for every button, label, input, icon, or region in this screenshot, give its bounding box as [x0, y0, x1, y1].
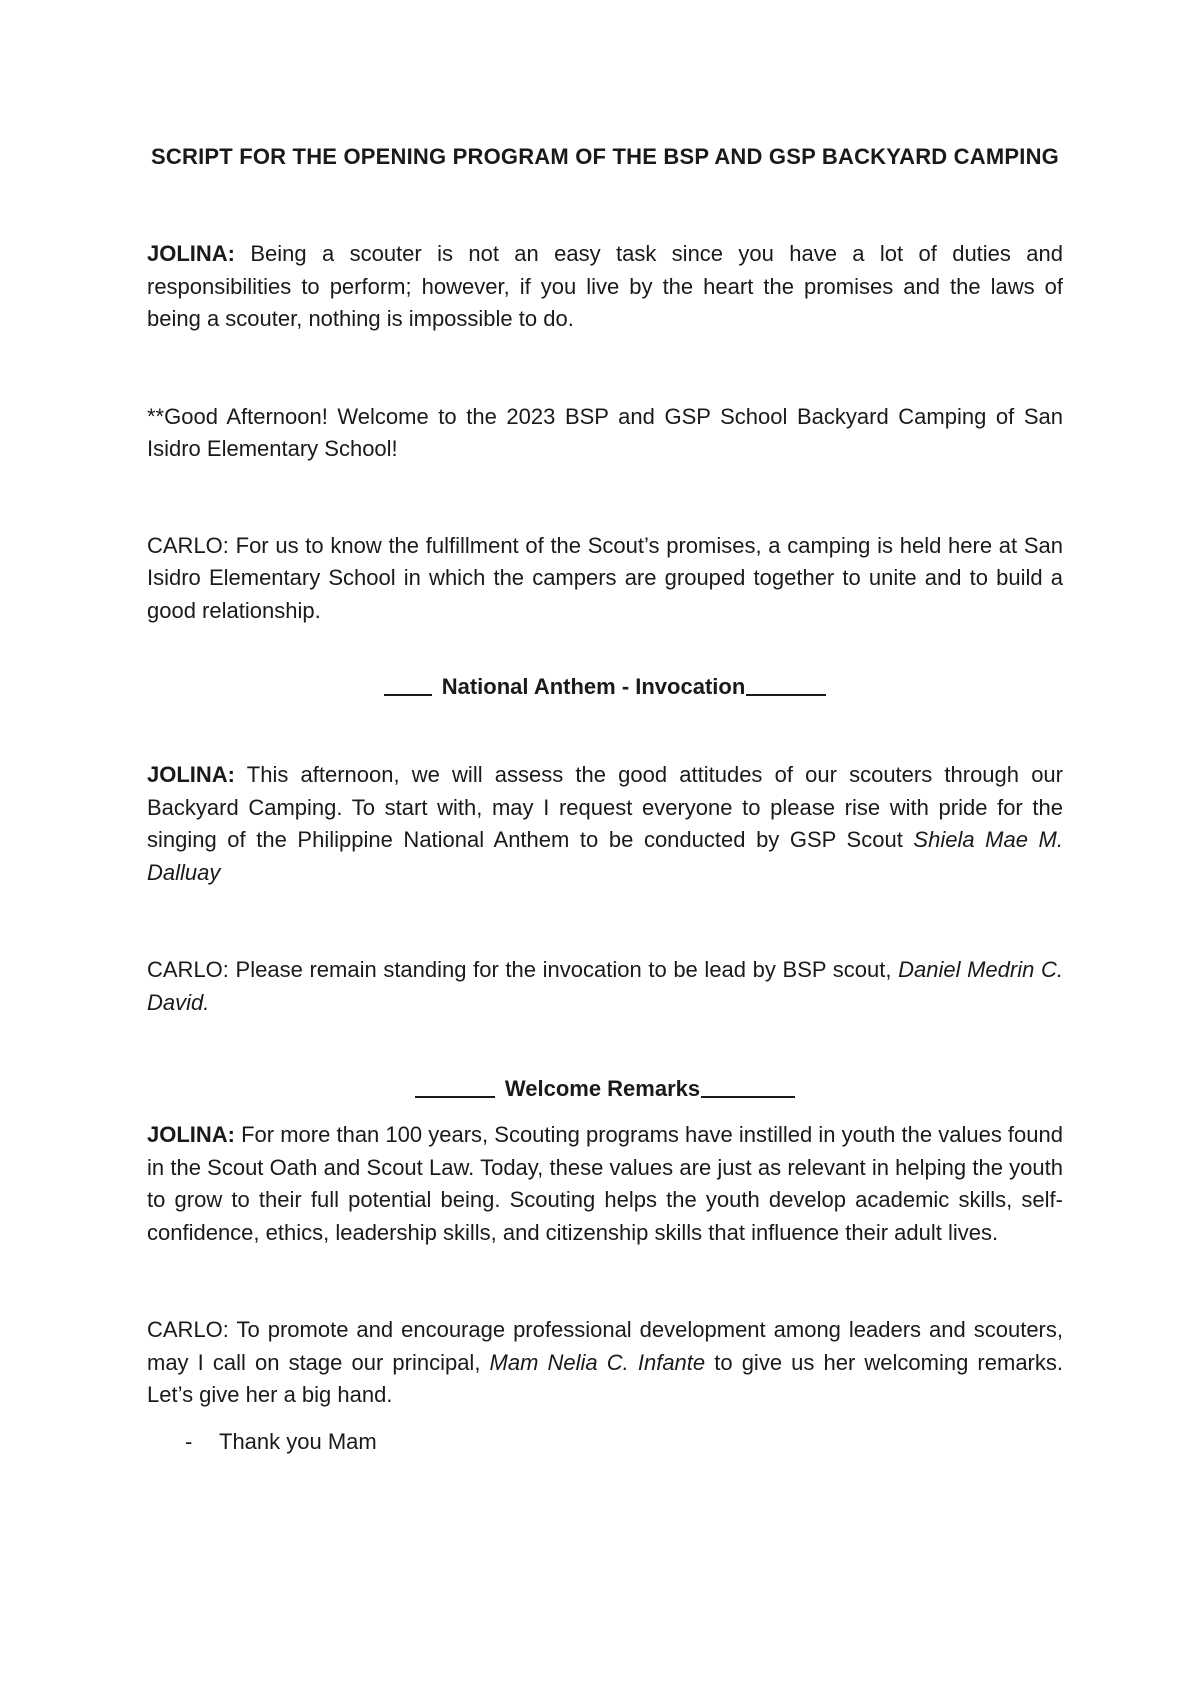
paragraph-text: Being a scouter is not an easy task since you have a lot of duties and responsibilities to perform; however, if you live by the heart the promises and the laws of being a scouter, nothing is impossible to do.	[147, 241, 1063, 331]
speaker-label: JOLINA:	[147, 1122, 235, 1147]
carlo-principal-paragraph	[147, 1314, 1063, 1412]
list-item-text: Thank you Mam	[219, 1428, 377, 1454]
list-item	[147, 1426, 1063, 1458]
document-title: SCRIPT FOR THE OPENING PROGRAM OF THE BSP AND GSP BACKYARD CAMPING	[151, 144, 1059, 169]
speaker-label: JOLINA:	[147, 241, 235, 266]
blank-line	[415, 1096, 495, 1098]
jolina-anthem-paragraph	[147, 759, 1063, 889]
welcome-remarks-heading: Welcome Remarks	[147, 1073, 1063, 1105]
dash-bullet: -	[185, 1428, 193, 1454]
jolina-intro-paragraph	[147, 238, 1063, 336]
jolina-scouting-paragraph	[147, 1119, 1063, 1249]
paragraph-text: For more than 100 years, Scouting programs have instilled in youth the values found in the Scout Oath and Scout Law. Today, these values are just as relevant in helping the youth to grow to their full potential being. Scouting helps the youth develop academic skills, self-confidence, ethics, leadership skills, and citizenship skills that influence their adult lives.	[147, 1122, 1063, 1245]
blank-line	[384, 694, 432, 696]
paragraph-text: CARLO: To promote and encourage professional development among leaders and scouters, may I call on stage our principal,	[147, 1317, 1063, 1375]
carlo-invocation-paragraph	[147, 954, 1063, 1019]
document-body	[147, 140, 1063, 1458]
person-name: Shiela Mae M. Dalluay	[147, 827, 1063, 885]
speaker-label: JOLINA:	[147, 762, 235, 787]
paragraph-text: CARLO: Please remain standing for the invocation to be lead by BSP scout,	[147, 957, 899, 982]
blank-line	[701, 1096, 795, 1098]
national-anthem-invocation-heading: National Anthem - Invocation	[147, 671, 1063, 703]
person-name: Mam Nelia C. Infante	[489, 1349, 706, 1375]
welcome-greeting-paragraph: **Good Afternoon! Welcome to the 2023 BSP and GSP School Backyard Camping of San Isidro Elementary School!	[147, 403, 1063, 461]
paragraph-text: This afternoon, we will assess the good attitudes of our scouters through our Backyard Camping. To start with, may I request everyone to please rise with pride for the singing of the Philippine National Anthem to be conducted by GSP Scout	[147, 762, 1063, 852]
blank-line	[746, 694, 826, 696]
paragraph-text: to give us her welcoming remarks. Let’s give her a big hand.	[147, 1349, 1063, 1407]
carlo-camping-paragraph: CARLO: For us to know the fulfillment of the Scout’s promises, a camping is held here at San Isidro Elementary School in which the campers are grouped together to unite and to build a good relationship.	[147, 532, 1063, 623]
person-name: Daniel Medrin C. David.	[147, 957, 1063, 1015]
